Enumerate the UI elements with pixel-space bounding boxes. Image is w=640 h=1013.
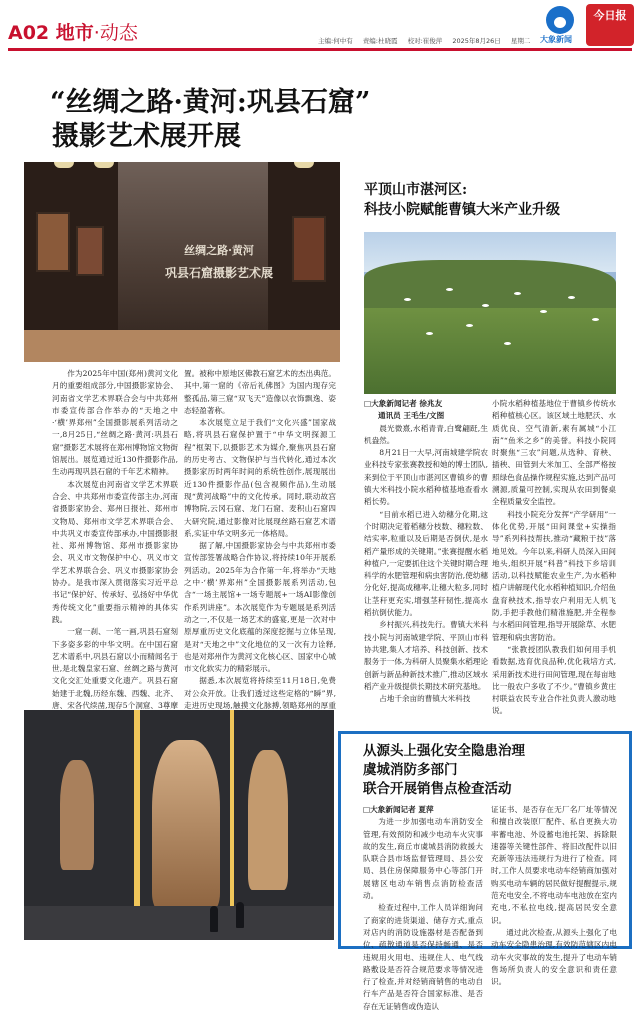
daxiang-logo — [540, 4, 580, 48]
proofreader: 校对:崔俊萍 — [407, 37, 443, 45]
egret — [446, 288, 453, 291]
main-headline-line1: “丝绸之路·黄河:巩县石窟” — [50, 87, 371, 118]
boxed-headline — [363, 742, 625, 799]
paragraph: 8月21日一大早,河南城建学院农业科技专家张赛教授和她的博士团队,来到位于平顶山市湛河区曹镇乡的曹镇大米科技小院水稻种植基地查看水稻长势。 — [364, 448, 488, 507]
hall-painting — [36, 212, 70, 272]
gallery-floor — [24, 906, 334, 940]
egret — [404, 298, 411, 301]
paragraph: 据了解,中国摄影家协会与中共郑州市委宣传部签署战略合作协议,将持续10年开展系列活动。2025年为合作第一年,将举办“天地之中·‘横’界郑州”全国摄影展系列活动,包含“一场主展馆+一场专题展+一场AI影像创作系列讲座”。本次展览作为专题展是系列活动之一,不仅是一场艺术的盛宴,更是一次对中原厚重历史文化底蕴的深度挖掘与立体呈现,是对“天地之中”文化地位的又一次有力诠释,也是对郑州作为黄河文化核心区、国家中心城市文化软实力的精彩展示。 — [184, 541, 336, 674]
grotto-sculpture-photo — [24, 710, 334, 940]
egret — [514, 292, 521, 295]
paragraph: 一窟一刹、一笔一画,巩县石窟刻下多姿多彩的中华文明。在中国石窟艺术谱系中,巩县石窟以小而精闻名于世,是北魏皇家石窟、丝绸之路与黄河文化交汇处重要文化遗产。巩县石窟始建于北魏,历经东魏、西魏、北齐、唐、宋各代续凿,现存5个洞窟、3尊摩 — [52, 627, 178, 711]
egret — [540, 310, 547, 313]
daxiang-logo-text: 大象新闻 — [540, 35, 572, 44]
boxed-article-column-1 — [363, 804, 483, 1011]
boxed-headline-line2: 虞城消防多部门 — [363, 762, 458, 778]
newspaper-logo: 今日报 — [586, 4, 634, 46]
section-label — [8, 18, 138, 45]
paragraph: 置。被称中原地区佛教石窟艺术的杰出典范。其中,第一窟的《帝后礼佛图》为国内现存完整孤品,第三窟“双飞天”造像以衣饰飘逸、姿态轻盈著称。 — [184, 369, 336, 415]
issue-date: 2025年8月26日 — [452, 37, 501, 45]
ceiling-light — [54, 162, 74, 168]
egret — [482, 304, 489, 307]
main-article-column-1 — [52, 368, 178, 711]
visitor-silhouette — [236, 902, 244, 928]
visitor-silhouette — [210, 906, 218, 932]
paragraph: 作为2025年中国(郑州)黄河文化月的重要组成部分,中国摄影家协会、河南省文学艺术界联合会与中共郑州市委宣传部合作举办的“天地之中·‘横’界郑州”全国摄影展系列活动之一,8月25日,“丝绸之路·黄河:巩县石窟”摄影艺术展将在郑州博物馆文物街馆展出。展览通过近130件摄影作品,生动再现巩县石窟的千年艺术精神。 — [52, 369, 178, 477]
exhibition-hall-photo — [24, 162, 340, 362]
boxed-byline: □大象新闻记者 夏萍 — [363, 805, 434, 814]
page-header — [0, 0, 640, 56]
side-article-column-2 — [492, 398, 616, 728]
egret — [592, 318, 599, 321]
egret — [426, 332, 433, 335]
side-byline-correspondent: 通讯员 王毛生/文图 — [378, 411, 445, 421]
boxed-article-column-2 — [491, 804, 617, 987]
paw-icon — [546, 6, 574, 34]
paragraph: 证证书、是否存在无厂名厂址等情况和擅自改装原厂配件、私自更换大功率蓄电池、外设蓄电池托架、拆除限速器等关键性部件、将旧改配件以旧充新等违法违规行为进行了检查。同时,工作人员要求电动车经销商加强对购买电动车辆的居民做好提醒提示,规范充电安全,不将电动车电池放在室内充电,不私拉电线,提高居民安全意识。 — [491, 805, 617, 925]
paragraph: 小院水稻种植基地位于曹镇乡传统水稻种植核心区。该区域土地肥沃、水质优良、空气清新,素有属城“小江南”“鱼米之乡”的美誉。科技小院同时聚焦“三农”问题,从选种、育秧、插秧、田管到大米加工、全部严格按照绿色食品操作规程实施,达到产品可溯源,质量可控制,实现从农田到餐桌全程质量安全监控。 — [492, 399, 616, 507]
hall-painting — [292, 216, 326, 282]
section-sub: 动态 — [99, 22, 138, 44]
rice-field — [364, 308, 616, 394]
egrets-over-rice-field-photo — [364, 232, 616, 394]
paragraph: 乡村振兴,科技先行。曹镇大米科技小院与河南城建学院、平顶山市科协共建,集人才培养、科技创新、技术服务于一体,为科研人员聚集水稻理论创新与新品种新技术推广,推动区域水稻产业升级提供长期技术研究基地。 — [364, 620, 488, 691]
exhibition-banner-text — [164, 242, 274, 281]
main-headline — [50, 86, 570, 154]
boxed-article — [338, 731, 632, 1011]
paragraph: 本次展览立足于我们“文化兴盛”国家战略,将巩县石窟保护置于“中华文明探源工程”框架下,以摄影艺术为媒介,聚焦巩县石窟的历史考古、文物保护与当代转化,通过本次摄影家历时两年时间的系统性创作,展现展出近130件摄影作品(包含视频作品),生动展现“黄河战略”中的文化传承。同时,联动故宫博物院,云冈石窟、龙门石窟、麦积山石窟四大研究院,通过影像对比展现丝路石窟艺术谱系,实证中华文明多元一体格局。 — [184, 418, 336, 538]
side-headline — [364, 180, 624, 220]
main-headline-line2: 摄影艺术展开展 — [52, 121, 241, 152]
hall-floor — [24, 330, 340, 362]
boxed-headline-line1: 从源头上强化安全隐患治理 — [363, 743, 525, 759]
paragraph: 科技小院充分发挥“产学研用”一体化优势,开展“田间课堂+实操指导”系列科技帮扶,推动“藏粮于技”落地见效。今年以来,科研人员深入田间地头,组织开展“科普”科技下乡培训活动,以科技赋能农业生产,为水稻种植户讲解现代化水稻种植知识,介绍鱼盘育秧技术,指导农户利用无人机飞防,手把手教他们精准施肥,并全程参与水稻田间管理,指导开展除草、水肥管理和病虫害防治。 — [492, 509, 616, 642]
egret — [568, 296, 575, 299]
buddha-statue — [152, 740, 220, 910]
paragraph: 通过此次检查,从源头上强化了电动车安全隐患治理,有效防范辖区内电动车火灾事故的发生,提升了电动车销售场所负责人的安全意识和责任意识。 — [491, 927, 617, 987]
hall-painting — [76, 226, 104, 276]
weekday: 星期二 — [510, 37, 531, 45]
boxed-headline-line3: 联合开展销售点检查活动 — [363, 781, 512, 797]
banner-line1: 丝绸之路·黄河 — [184, 244, 254, 257]
side-article-column-1 — [364, 398, 488, 728]
main-article-column-2 — [184, 368, 336, 711]
paragraph: 为进一步加强电动车消防安全管理,有效预防和减少电动车火灾事故的发生,商丘市虞城县消防救援大队联合县市场监督管理局、县公安局、县住房保障服务中心等部门开展辖区电动车销售点消防检查活动。 — [363, 817, 483, 901]
side-byline-reporter: □大象新闻记者 徐兆友 — [364, 399, 443, 408]
banner-line2: 巩县石窟摄影艺术展 — [164, 266, 273, 280]
ceiling-light — [94, 162, 114, 168]
ceiling-light — [294, 162, 314, 168]
paragraph: 晨光微熹,水稻青青,白鹭翩跹,生机盎然。 — [364, 423, 488, 445]
paragraph: 占地千余亩的曹镇大米科技 — [379, 694, 471, 704]
side-headline-line1: 平顶山市湛河区: — [364, 182, 468, 198]
buddha-statue — [248, 750, 288, 890]
masthead-credits — [318, 36, 538, 45]
egret — [504, 342, 511, 345]
paragraph: “目前水稻已进入幼穗分化期,这个时期决定着稻穗分枝数、穗粒数、结实率,粒重以及后期是否倒伏,是水稻产量形成的关键期。”张赛提醒水稻种植户,一定要抓住这个关键时期合理科学的水肥管理和病虫害防治,使幼穗分化好,提高成穗率,让穗大粒多,同时让茎秆更充实,增强茎秆韧性,提高水稻抗倒伏能力。 — [364, 509, 488, 618]
egret — [466, 324, 473, 327]
side-headline-line2: 科技小院赋能曹镇大米产业升级 — [364, 202, 560, 218]
section-dot: · — [93, 22, 100, 44]
paragraph: 检查过程中,工作人员详细询问了商家的进货渠道、储存方式,重点对店内的消防设施器材是否配备到位、疏散通道是否保持畅通、是否违规用火用电、违规住人、电气线路敷设是否符合规范要求等情况进行了检查,并对经销商销售的电动自行车产品是否符合国家标准、是否存在无证销售或伪造认 — [363, 903, 483, 1011]
paragraph: “张教授团队教我们如何用手机看数据,选育优良品种,优化栽培方式,采用新技术进行田间管理,现在每亩地比一般农户多收了不少。”曹镇乡黄庄村联益农民专业合作社负责人激动地说。 — [492, 644, 616, 716]
buddha-statue — [60, 760, 94, 870]
paragraph: 本次展览由河南省文学艺术界联合会、中共郑州市委宣传部主办,河南省摄影家协会、郑州日报社、郑州市文物局、郑州市文学艺术界联合会、中共巩义市委宣传部承办,中国摄影报社、郑州博物馆、郑州市摄影家协会、巩义市文物保护中心、巩义市文学艺术界联合会、巩义市摄影家协会协办。是我市深入贯彻落实习近平总书记“保护好、传承好、弘扬好中华优秀传统文化”重要指示精神的具体实践。 — [52, 479, 178, 624]
header-rule — [8, 48, 632, 51]
paragraph: 据悉,本次展览将持续至11月18日,免费对公众开放。让我们透过这些定格的“瞬”界,走进历史现场,触摸文化脉搏,领略郑州的厚重 — [184, 676, 336, 711]
duty-editor: 责编:杜晓霞 — [362, 37, 398, 45]
chief-editor: 主编:何中有 — [318, 37, 353, 45]
section-name: A02 地市 — [8, 22, 94, 44]
